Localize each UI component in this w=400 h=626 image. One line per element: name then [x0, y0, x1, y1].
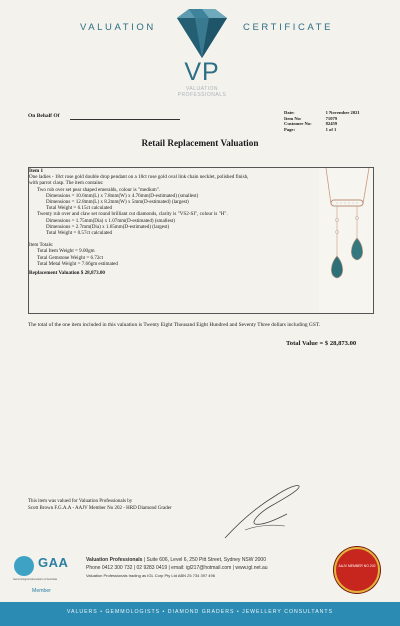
document-title: Retail Replacement Valuation	[141, 138, 259, 148]
totals-heading: Item Totals:	[29, 242, 54, 249]
item-box	[28, 167, 374, 314]
signature	[215, 480, 315, 542]
gaa-member: Member	[32, 588, 52, 594]
total-value: Total Value = $ 28,873.00	[286, 340, 357, 347]
header-left-word: VALUATION	[80, 22, 156, 33]
logo-subtitle: VALUATION PROFESSIONALS	[177, 86, 227, 98]
meta-label: Item No:	[284, 115, 302, 121]
logo-letters: VP	[184, 58, 220, 86]
valuer-name: Scott Brown F.G.A.A - AAJV Member No 202 - HRD Diamond Grader	[28, 505, 172, 511]
item-desc-line: with parrot clasp. The item contains:	[29, 180, 104, 187]
meta-label: Customer No:	[284, 121, 312, 127]
footer-band-text: VALUERS • GEMMOLOGISTS • DIAMOND GRADERS • JEWELLERY CONSULTANTS	[66, 609, 334, 615]
company-address: | Suite 606, Level 6, 250 Pitt Street, Sydney NSW 2000	[142, 557, 266, 563]
pendant-photo	[319, 168, 373, 313]
diamond-dimensions-large: Dimensions = 2.7mm(Dia) x 1.65mm(D-estimated) (largest)	[46, 223, 170, 230]
valued-for: This item was valued for Valuation Professionals by	[28, 499, 133, 504]
meta-label: Date:	[284, 110, 295, 115]
meta-table	[284, 110, 374, 132]
gaa-globe-icon	[14, 556, 34, 576]
on-behalf-label: On Behalf Of	[28, 113, 60, 119]
valuer-statement	[28, 499, 172, 513]
total-metal-weight: Total Metal Weight = 7.66gm estimated	[37, 260, 118, 267]
company-phone: Phone 0412 300 732 | 02 9283 0419 | email: igl217@hotmail.com | www.igl.net.au	[86, 564, 268, 571]
aajv-seal-text: AAJV MEMBER NO 202	[338, 564, 376, 568]
aajv-seal	[334, 547, 380, 593]
meta-value: 82459	[325, 121, 338, 127]
company-name: Valuation Professionals	[86, 557, 143, 563]
meta-value: 71079	[325, 115, 338, 121]
contact-block	[86, 557, 268, 580]
meta-label: Page:	[284, 126, 295, 132]
total-description: The total of the one item included in this valuation is Twenty Eight Thousand Eight Hundred and Seventy Three dollars including GST.	[28, 322, 321, 328]
item-desc-line: One ladies - 18ct rose gold double drop pendant on a 18ct rose gold oval link chain necklet, polished finish,	[29, 174, 249, 181]
meta-value: 1 November 2021	[325, 110, 360, 115]
diamond-weight: Total Weight = 0.57ct calculated	[46, 230, 113, 237]
footer	[0, 545, 400, 626]
replacement-valuation: Replacement Valuation $ 28,873.00	[29, 270, 105, 277]
certificate-header	[0, 0, 400, 105]
diamond-dimensions-small: Dimensions = 1.75mm(Dia) x 1.07mm(D-estimated) (smallest)	[46, 217, 175, 224]
emerald-weight: Total Weight = 6.15ct calculated	[46, 205, 113, 212]
diamond-intro: Twenty rub over and claw set round brilliant cut diamonds, clarity is "VS2-SI", colour is "H".	[37, 211, 228, 218]
gaa-logo-text: GAA	[38, 555, 69, 570]
header-right-word: CERTIFICATE	[243, 22, 334, 33]
meta-row	[284, 127, 374, 133]
emerald-dimensions-small: Dimensions = 10.6mm(L) x 7.8mm(W) x 4.76mm(D-estimated) (smallest)	[46, 192, 199, 199]
vp-logo	[171, 6, 233, 104]
on-behalf-line	[70, 119, 180, 120]
total-item-weight: Total Item Weight = 9.00gm	[37, 248, 95, 255]
item-heading: Item 1	[29, 168, 44, 174]
diamond-icon	[171, 6, 233, 62]
emerald-intro: Two rub over set pear shaped emeralds, colour is "medium".	[37, 186, 161, 193]
emerald-dimensions-large: Dimensions = 12.8mm(L) x 8.2mm(W) x 5mm(D-estimated) (largest)	[46, 199, 189, 206]
meta-value: 1 of 1	[325, 126, 337, 132]
item-description	[29, 168, 329, 276]
gaa-subtitle: Gemmological Association of Australia	[13, 578, 57, 581]
total-gemstone-weight: Total Gemstone Weight = 6.72ct	[37, 254, 104, 261]
footer-band	[0, 602, 400, 626]
company-trading: Valuation Professionals trading as IGL Corp Pty Ltd ABN 25 734 397 496	[86, 573, 215, 578]
